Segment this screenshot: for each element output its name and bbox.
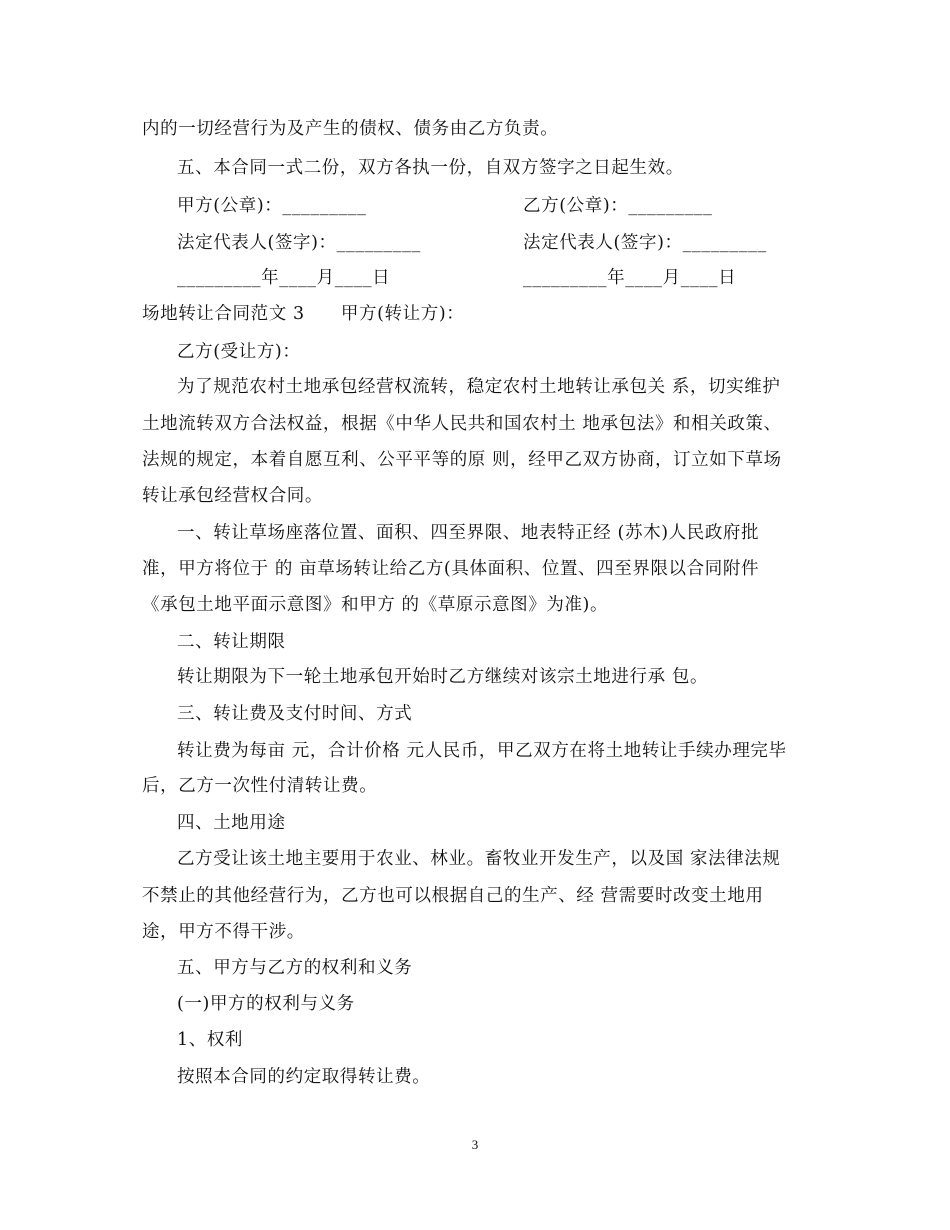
clause-heading: 五、甲方与乙方的权利和义务 <box>177 958 413 978</box>
clause-heading: 四、土地用途 <box>177 813 286 833</box>
party-b-representative-field: 法定代表人(签字)：_________ <box>523 233 767 253</box>
text-line: 《承包土地平面示意图》和甲方 的《草原示意图》为准)。 <box>142 595 609 615</box>
party-b-seal-field: 乙方(公章)：_________ <box>523 196 713 216</box>
text-line: 按照本合同的约定取得转让费。 <box>177 1067 431 1087</box>
section-title: 场地转让合同范文 3 甲方(转让方)： <box>142 304 465 324</box>
text-line: 乙方(受让方)： <box>177 342 301 362</box>
clause-subheading: 1、权利 <box>177 1030 244 1050</box>
clause-heading: 二、转让期限 <box>177 632 286 652</box>
text-line: 后，乙方一次性付清转让费。 <box>142 776 378 796</box>
clause-heading: 一、转让草场座落位置、面积、四至界限、地表特正经 (苏木)人民政府批 <box>177 523 760 543</box>
clause-heading: 三、转让费及支付时间、方式 <box>177 704 413 724</box>
text-line: 不禁止的其他经营行为，乙方也可以根据自己的生产、经 营需要时改变土地用 <box>142 886 764 906</box>
text-line: 五、本合同一式二份，双方各执一份，自双方签字之日起生效。 <box>177 158 684 178</box>
party-a-seal-field: 甲方(公章)：_________ <box>177 196 367 216</box>
party-a-representative-field: 法定代表人(签字)：_________ <box>177 233 421 253</box>
text-line: 转让费为每亩 元，合计价格 元人民币，甲乙双方在将土地转让手续办理完毕 <box>177 741 787 761</box>
party-a-date-field: _________年____月____日 <box>177 268 391 288</box>
text-line: 转让承包经营权合同。 <box>142 486 323 506</box>
text-line: 土地流转双方合法权益，根据《中华人民共和国农村土 地承包法》和相关政策、 <box>142 414 782 434</box>
text-line: 乙方受让该土地主要用于农业、林业。畜牧业开发生产，以及国 家法律法规 <box>177 849 781 869</box>
text-line: 转让期限为下一轮土地承包开始时乙方继续对该宗土地进行承 包。 <box>177 667 709 687</box>
text-line: 内的一切经营行为及产生的债权、债务由乙方负责。 <box>142 119 559 139</box>
party-b-date-field: _________年____月____日 <box>523 268 737 288</box>
text-line: 法规的规定，本着自愿互利、公平平等的原 则，经甲乙双方协商，订立如下草场 <box>142 450 782 470</box>
clause-subheading: (一)甲方的权利与义务 <box>177 994 355 1014</box>
text-line: 准，甲方将位于 的 亩草场转让给乙方(具体面积、位置、四至界限以合同附件 <box>142 559 760 579</box>
text-line: 途，甲方不得干涉。 <box>142 922 305 942</box>
page-number: 3 <box>471 1137 479 1152</box>
text-line: 为了规范农村土地承包经营权流转，稳定农村土地转让承包关 系，切实维护 <box>177 377 781 397</box>
